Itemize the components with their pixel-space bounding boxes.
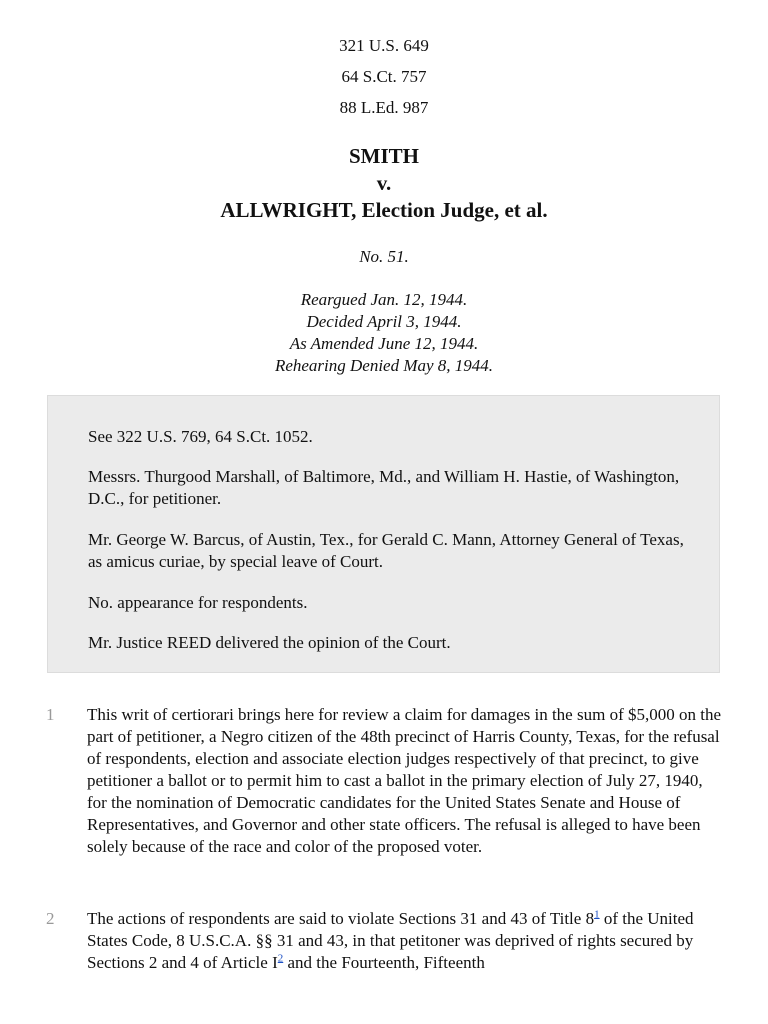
case-dates — [0, 289, 768, 377]
citation-us-reports: 321 U.S. 649 — [339, 36, 429, 55]
docket-number: No. 51. — [359, 247, 409, 266]
paragraph-text-segment: The actions of respondents are said to violate Sections 31 and 43 of Title 8 — [87, 909, 595, 928]
respondent-counsel: No. appearance for respondents. — [88, 593, 308, 612]
paragraph-text: This writ of certiorari brings here for review a claim for damages in the sum of $5,000 on the part of petitioner, a Negro citizen of the 48th precinct of Harris County, Texas, for the refusal of respondents, election and associate election judges respectively of that precinct, to give petitioner a ballot or to permit him to cast a ballot in the primary election of July 27, 1940, for the nomination of Democratic candidates for the United States Senate and House of Representatives, and Governor and other state officers. The refusal is alleged to have been solely because of the race and color of the proposed voter. — [87, 705, 721, 856]
see-also-citation: See 322 U.S. 769, 64 S.Ct. 1052. — [88, 427, 313, 446]
petitioner-counsel: Messrs. Thurgood Marshall, of Baltimore, Md., and William H. Hastie, of Washington, D.C., for petitioner. — [88, 467, 680, 508]
paragraph-text-segment: and the Fourteenth, Fifteenth — [283, 953, 485, 972]
decided-date: Decided April 3, 1944. — [306, 312, 462, 331]
paragraph-text — [87, 908, 723, 974]
footnote-link-1[interactable]: 1 — [594, 908, 600, 921]
citation-lawyers-edition: 88 L.Ed. 987 — [339, 98, 429, 117]
paragraph-text-segment: of the United States Code, 8 U.S.C.A. §§ 31 and 43, in that petitoner was deprived of rights secured by Sections 2 and 4 of Article I — [87, 909, 694, 972]
footnote-link-2[interactable]: 2 — [277, 952, 284, 965]
amended-date: As Amended June 12, 1944. — [289, 334, 479, 353]
case-title-respondent: ALLWRIGHT, Election Judge, et al. — [220, 198, 548, 222]
opinion-author: Mr. Justice REED delivered the opinion of the Court. — [88, 633, 451, 652]
case-title-versus: v. — [376, 171, 392, 195]
reargued-date: Reargued Jan. 12, 1944. — [300, 290, 468, 309]
paragraph-number: 2 — [46, 909, 55, 928]
case-title-petitioner: SMITH — [348, 144, 419, 168]
amicus-counsel: Mr. George W. Barcus, of Austin, Tex., for Gerald C. Mann, Attorney General of Texas, as amicus curiae, by special leave of Court. — [88, 530, 684, 571]
paragraph-number: 1 — [46, 705, 55, 724]
rehearing-denied-date: Rehearing Denied May 8, 1944. — [274, 356, 494, 375]
syllabus-box — [47, 395, 720, 673]
citation-supreme-court-reporter: 64 S.Ct. 757 — [341, 67, 427, 86]
